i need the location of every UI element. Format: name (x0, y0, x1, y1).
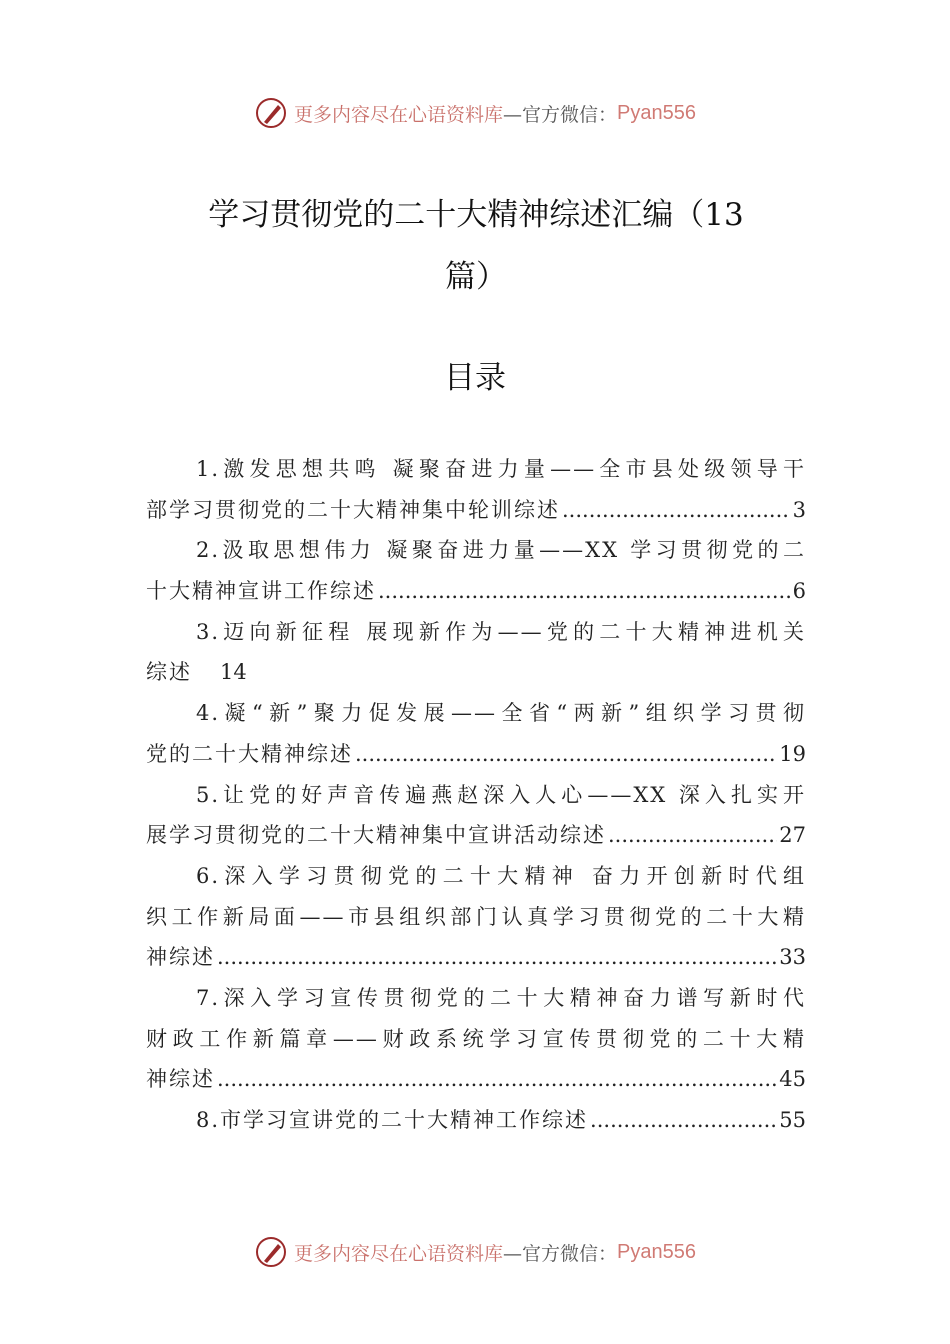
toc-entry-text: 神综述 (146, 1067, 215, 1092)
pen-logo-icon (254, 1235, 288, 1269)
document-title (146, 184, 806, 308)
toc-entry[interactable] (146, 775, 806, 856)
toc-entry[interactable] (146, 612, 806, 693)
toc-page-number: 6 (792, 579, 806, 604)
toc-entry-line: 财政工作新篇章——财政系统学习宣传贯彻党的二十大精 (146, 1026, 806, 1051)
toc-page-number: 19 (779, 741, 806, 766)
toc-entry-line (146, 1100, 806, 1141)
dot-leader (217, 937, 777, 978)
toc-entry-text: 党的二十大精神综述 (146, 741, 353, 766)
watermark-sep: —官方微信： (503, 1242, 618, 1265)
toc-entry-line: 4.凝“新”聚力促发展——全省“两新”组织学习贯彻 (196, 701, 806, 726)
toc-entry[interactable] (146, 530, 806, 611)
title-line: 篇） (445, 259, 507, 295)
toc-entry[interactable] (146, 1100, 806, 1141)
watermark-site: 更多内容尽在心语资料库 (294, 1242, 504, 1265)
toc-page-number: 3 (792, 497, 806, 522)
toc-page-number: 33 (779, 945, 806, 970)
dot-leader (217, 1059, 777, 1100)
toc-entry-line (146, 652, 806, 693)
toc-entry[interactable] (146, 693, 806, 774)
toc-entry-text: 神综述 (146, 945, 215, 970)
toc-entry-text: 8.市学习宣讲党的二十大精神工作综述 (196, 1108, 589, 1132)
toc-entry-line (146, 571, 806, 612)
toc-entry[interactable] (146, 978, 806, 1100)
dot-leader (562, 490, 791, 531)
dot-leader (378, 571, 791, 612)
toc-heading: 目录 (444, 360, 506, 396)
toc-entry-line (146, 1059, 806, 1100)
dot-leader (355, 734, 777, 775)
title-line: 学习贯彻党的二十大精神综述汇编（13 (208, 197, 744, 233)
toc-entry-text: 展学习贯彻党的二十大精神集中宣讲活动综述 (146, 823, 606, 848)
pen-logo-icon (254, 96, 288, 130)
watermark-sep: —官方微信： (503, 103, 618, 126)
dot-leader (192, 652, 220, 693)
toc-entry-line (146, 937, 806, 978)
toc-entry[interactable] (146, 856, 806, 978)
toc-entry-text: 十大精神宣讲工作综述 (146, 579, 376, 604)
toc-page-number: 45 (779, 1067, 806, 1092)
toc-entry-line: 7.深入学习宣传贯彻党的二十大精神奋力谱写新时代 (196, 985, 806, 1010)
watermark-wechat: Pyan556 (617, 1240, 696, 1263)
toc-entry-line: 2.汲取思想伟力 凝聚奋进力量——XX 学习贯彻党的二 (196, 538, 806, 563)
watermark-wechat: Pyan556 (617, 101, 696, 124)
header-watermark (0, 96, 950, 130)
toc-entry[interactable] (146, 449, 806, 530)
toc-entry-line: 织工作新局面——市县组织部门认真学习贯彻党的二十大精 (146, 904, 806, 929)
footer-watermark (0, 1235, 950, 1269)
toc-page-number: 27 (779, 823, 806, 848)
toc-entry-line: 1.激发思想共鸣 凝聚奋进力量——全市县处级领导干 (196, 457, 806, 481)
toc-entry-line: 3.迈向新征程 展现新作为——党的二十大精神进机关 (196, 619, 806, 644)
toc-entry-line: 5.让党的好声音传遍燕赵深入人心——XX 深入扎实开 (196, 782, 806, 807)
toc-entry-line (146, 490, 806, 531)
dot-leader (590, 1100, 777, 1141)
toc-page-number: 55 (779, 1108, 806, 1132)
dot-leader (608, 815, 777, 856)
toc-entry-line (146, 815, 806, 856)
toc-page-number: 14 (220, 660, 247, 685)
toc-entry-line (146, 734, 806, 775)
table-of-contents (146, 449, 806, 1141)
watermark-site: 更多内容尽在心语资料库 (294, 103, 504, 126)
toc-entry-text: 部学习贯彻党的二十大精神集中轮训综述 (146, 497, 560, 522)
toc-entry-text: 综述 (146, 660, 192, 685)
toc-entry-line: 6.深入学习贯彻党的二十大精神 奋力开创新时代组 (196, 863, 806, 888)
